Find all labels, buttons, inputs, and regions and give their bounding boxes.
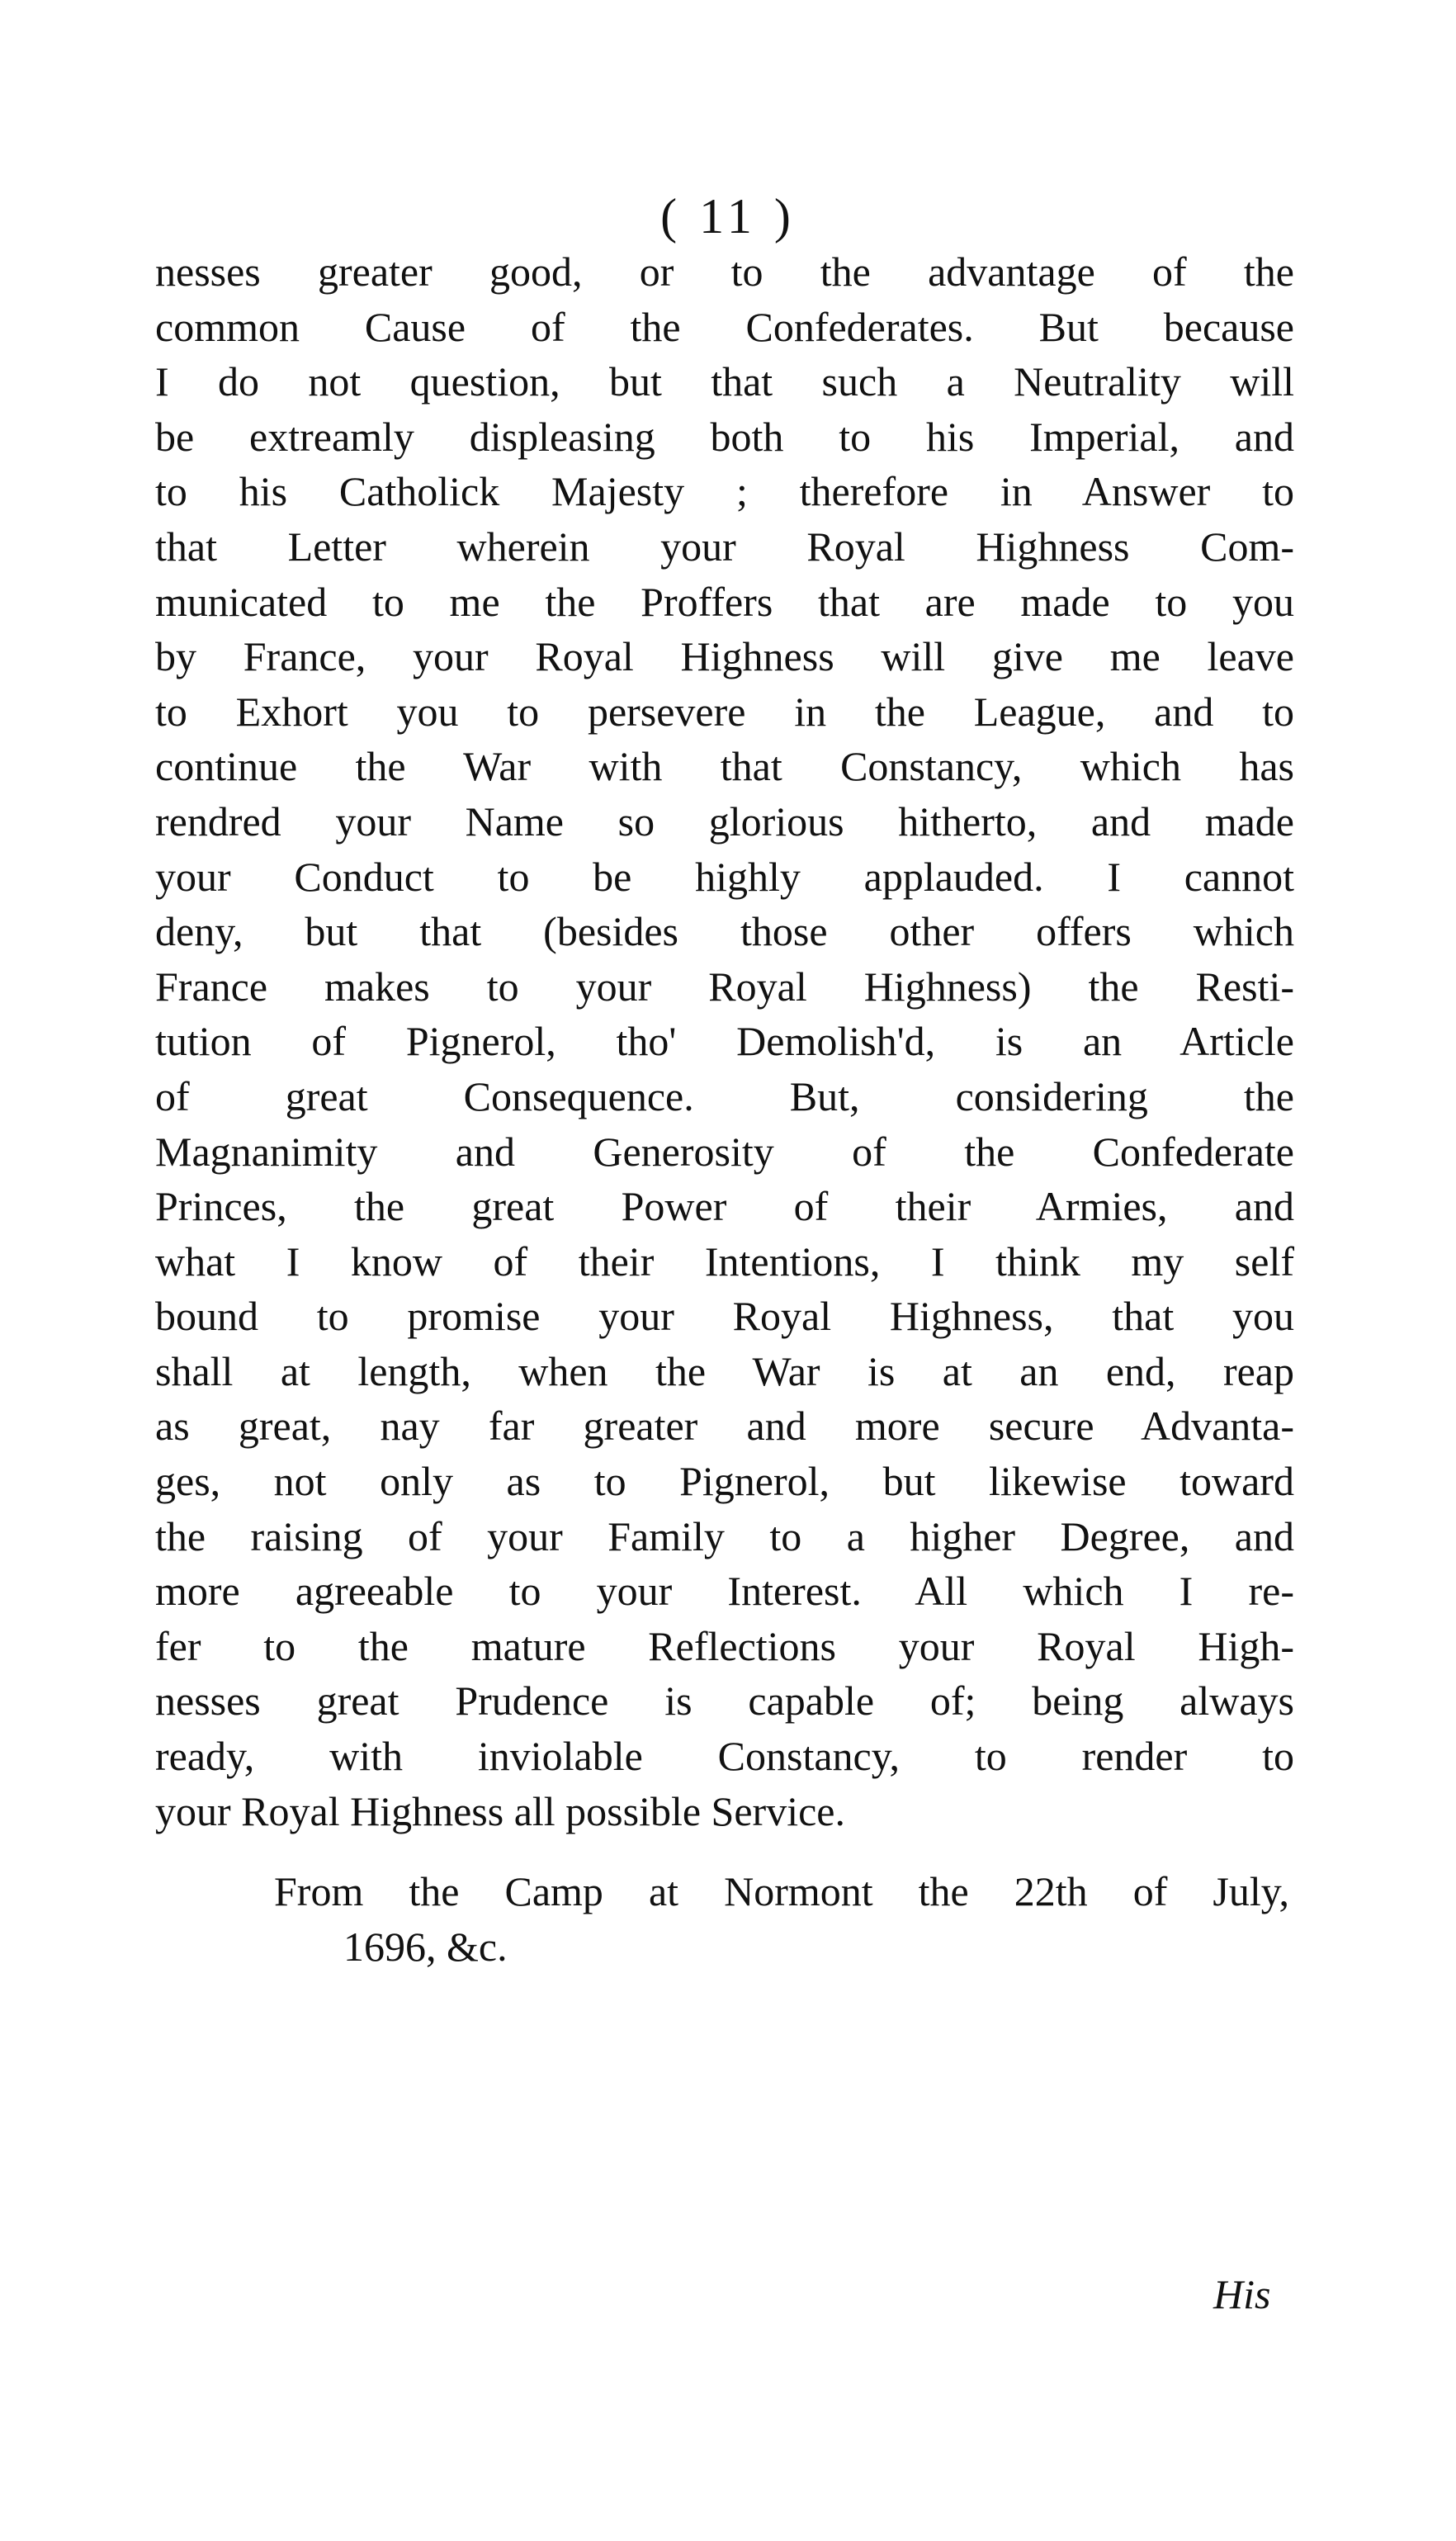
text-line: I do not question, but that such a Neutrality will [155,358,1294,405]
text-line: fer to the mature Reflections your Royal High- [155,1622,1294,1669]
text-line: common Cause of the Confederates. But because [155,303,1294,350]
text-line: your Royal Highness all possible Service. [155,1787,845,1834]
text-line: as great, nay far greater and more secure Advanta- [155,1403,1294,1450]
page-number: ( 11 ) [660,189,796,244]
text-line: deny, but that (besides those other offers which [155,908,1294,955]
text-line: Magnanimity and Generosity of the Confederate [155,1128,1294,1175]
text-line: rendred your Name so glorious hitherto, and made [155,797,1294,845]
text-line: more agreeable to your Interest. All which I re- [155,1568,1294,1615]
text-line: nesses greater good, or to the advantage of the [155,248,1294,295]
closing-year: 1696, &c. [343,1923,508,1970]
text-line: to Exhort you to persevere in the League, and to [155,688,1294,735]
text-line: be extreamly displeasing both to his Imperial, and [155,413,1294,460]
catchword: His [1213,2271,1271,2317]
text-line: ges, not only as to Pignerol, but likewise toward [155,1458,1294,1505]
text-line: by France, your Royal Highness will give me leave [155,633,1294,680]
text-line: ready, with inviolable Constancy, to render to [155,1733,1294,1780]
text-line: tution of Pignerol, tho' Demolish'd, is an Article [155,1018,1294,1065]
letter-body [155,244,1294,1838]
text-line: Princes, the great Power of their Armies, and [155,1183,1294,1230]
text-line: continue the War with that Constancy, which has [155,743,1294,790]
text-line: nesses great Prudence is capable of; being always [155,1677,1294,1725]
text-line: of great Consequence. But, considering the [155,1072,1294,1119]
text-line: shall at length, when the War is at an end, reap [155,1347,1294,1394]
text-line: bound to promise your Royal Highness, that you [155,1293,1294,1340]
text-line: France makes to your Royal Highness) the Resti- [155,963,1294,1010]
letter-closing [274,1864,1289,1974]
text-line: your Conduct to be highly applauded. I cannot [155,853,1294,900]
text-line: that Letter wherein your Royal Highness Com- [155,523,1294,570]
closing-place-date: From the Camp at Normont the 22th of July, [274,1868,1289,1914]
text-line: what I know of their Intentions, I think my self [155,1237,1294,1285]
text-line: to his Catholick Majesty ; therefore in Answer to [155,468,1294,515]
text-line: the raising of your Family to a higher Degree, and [155,1512,1294,1559]
text-line: municated to me the Proffers that are made to you [155,578,1294,625]
